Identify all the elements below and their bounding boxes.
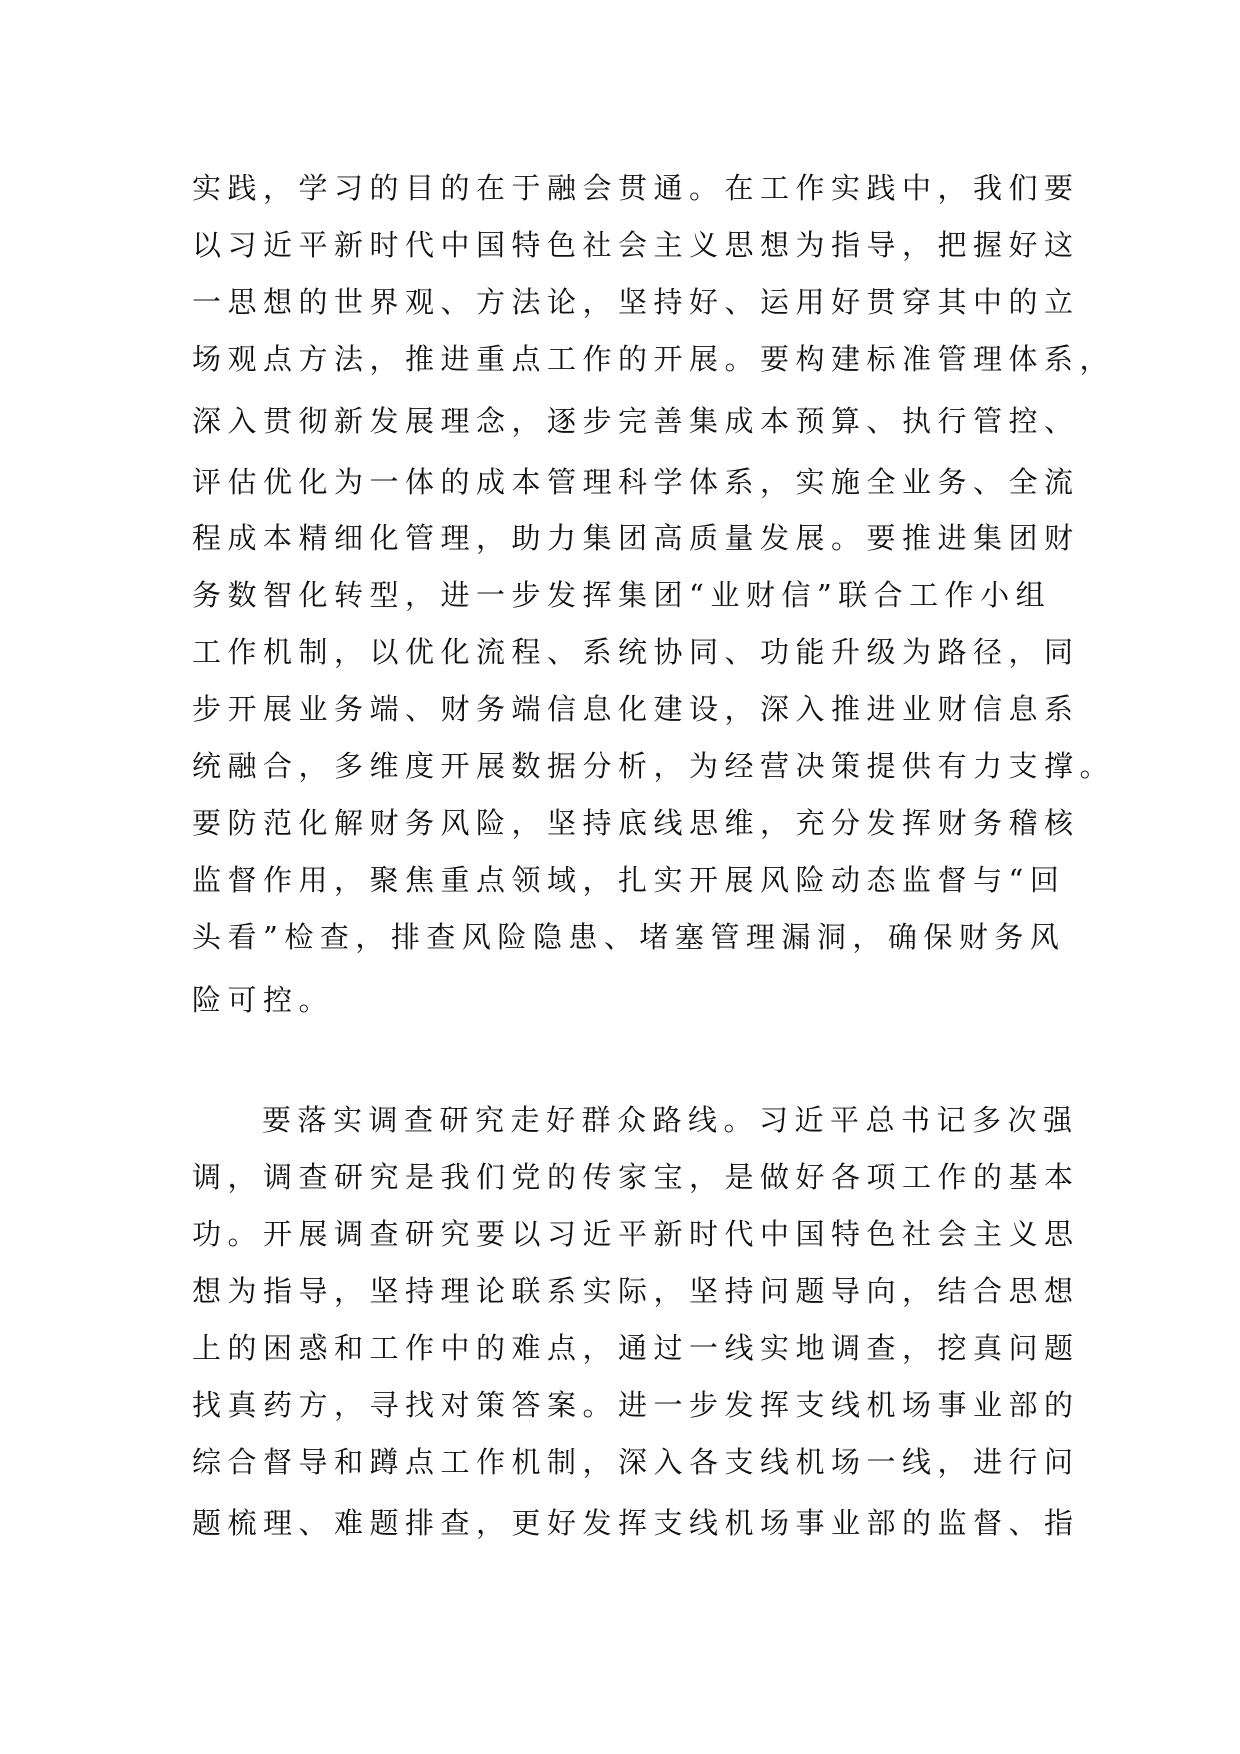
paragraph-line: 要落实调查研究走好群众路线。习近平总书记多次强 [262, 1103, 1079, 1137]
paragraph-line: 一思想的世界观、方法论，坚持好、运用好贯穿其中的立 [192, 285, 1080, 319]
paragraph-line: 评估优化为一体的成本管理科学体系，实施全业务、全流 [192, 465, 1080, 499]
paragraph-line: 工作机制，以优化流程、系统协同、功能升级为路径，同 [192, 635, 1080, 669]
paragraph-line: 找真药方，寻找对策答案。进一步发挥支线机场事业部的 [192, 1388, 1080, 1422]
paragraph-line: 想为指导，坚持理论联系实际，坚持问题导向，结合思想 [192, 1274, 1080, 1308]
paragraph-line: 深入贯彻新发展理念，逐步完善集成本预算、执行管控、 [192, 404, 1080, 438]
paragraph-line: 头看”检查，排查风险隐患、堵塞管理漏洞，确保财务风 [192, 920, 1066, 954]
paragraph-line: 务数智化转型，进一步发挥集团“业财信”联合工作小组 [192, 578, 1052, 612]
paragraph-line: 综合督导和蹲点工作机制，深入各支线机场一线，进行问 [192, 1445, 1080, 1479]
paragraph-line: 要防范化解财务风险，坚持底线思维，充分发挥财务稽核 [192, 806, 1080, 840]
paragraph-line: 上的困惑和工作中的难点，通过一线实地调查，挖真问题 [192, 1331, 1080, 1365]
paragraph-line: 调，调查研究是我们党的传家宝，是做好各项工作的基本 [192, 1160, 1080, 1194]
paragraph-line: 监督作用，聚焦重点领域，扎实开展风险动态监督与“回 [192, 863, 1066, 897]
paragraph-line: 实践，学习的目的在于融会贯通。在工作实践中，我们要 [192, 171, 1080, 205]
paragraph-line: 题梳理、难题排查，更好发挥支线机场事业部的监督、指 [192, 1506, 1080, 1540]
paragraph-line: 统融合，多维度开展数据分析，为经营决策提供有力支撑。 [192, 749, 1116, 783]
paragraph-line: 以习近平新时代中国特色社会主义思想为指导，把握好这 [192, 228, 1080, 262]
paragraph-line: 功。开展调查研究要以习近平新时代中国特色社会主义思 [192, 1217, 1080, 1251]
paragraph-line: 险可控。 [192, 983, 335, 1017]
paragraph-line: 场观点方法，推进重点工作的开展。要构建标准管理体系， [192, 342, 1116, 376]
paragraph-line: 步开展业务端、财务端信息化建设，深入推进业财信息系 [192, 692, 1080, 726]
paragraph-line: 程成本精细化管理，助力集团高质量发展。要推进集团财 [192, 521, 1080, 555]
